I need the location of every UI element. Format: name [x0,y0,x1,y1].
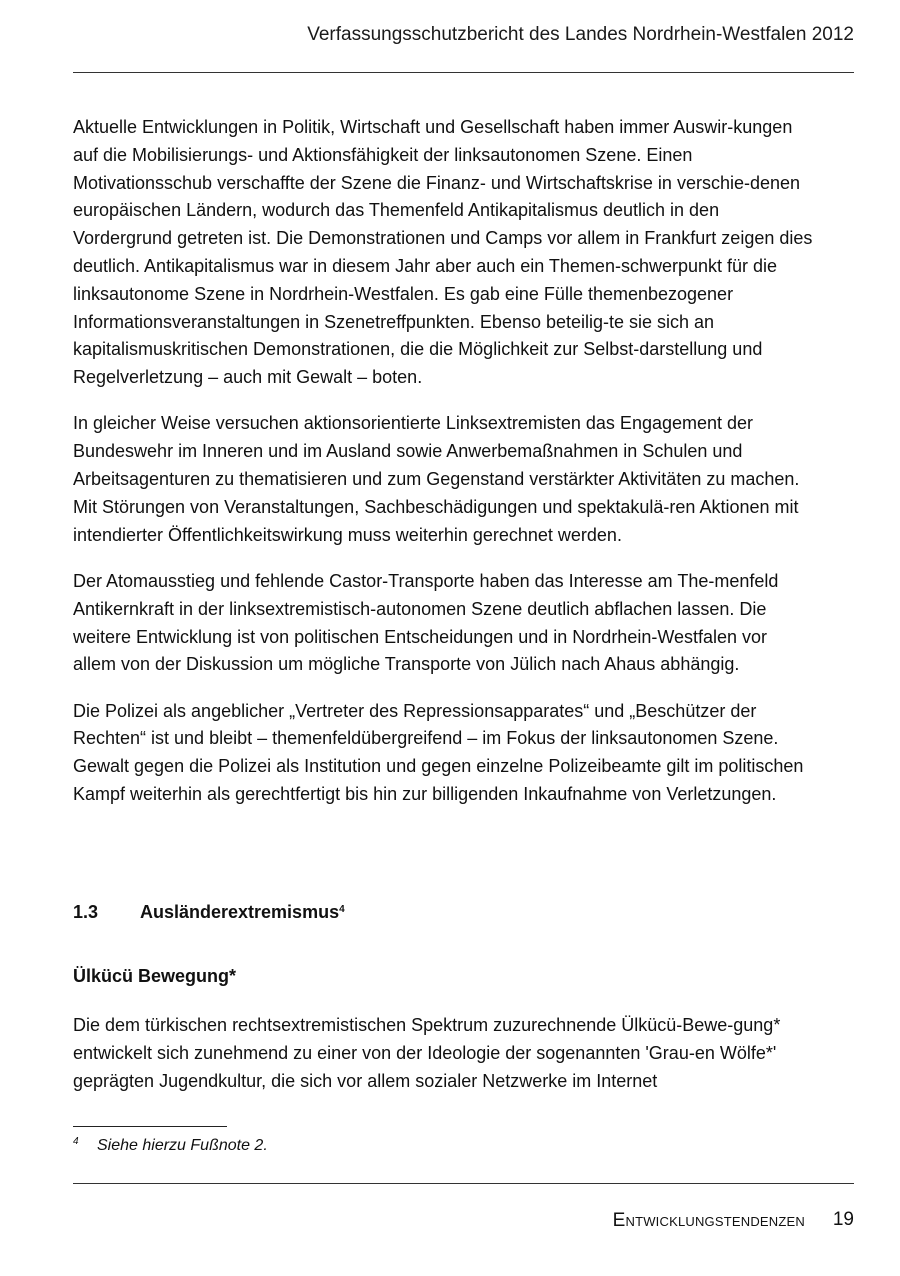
paragraph-polizei: Die Polizei als angeblicher „Vertreter des Repressionsapparates“ und „Beschützer der Rechten“ ist und bleibt – themenfeldübergreifend – im Fokus der linksautonomen Szene. Gewalt gegen die Polizei als Institution und gegen einzelne Polizeibeamte gilt im politischen Kampf weiterhin als gerechtfertigt bis hin zur billigenden Inkaufnahme von Verletzungen. [73,700,804,805]
subsection-heading: Ülkücü Bewegung* [73,966,237,986]
footnote-separator [73,1126,227,1127]
page-header-title: Verfassungsschutzbericht des Landes Nordrhein-Westfalen 2012 [307,24,854,45]
paragraph-antikernkraft: Der Atomausstieg und fehlende Castor-Transporte haben das Interesse am The-menfeld Antikernkraft in der linksextremistisch-autonomen Szene deutlich abflachen lassen. Die weitere Entwicklung ist von politischen Entscheidungen und in Nordrhein-Westfalen vor allem von der Diskussion um mögliche Transporte von Jülich nach Ahaus abhängig. [73,570,779,675]
footer-section-name: Entwicklungstendenzen [612,1210,805,1231]
footnote [73,1136,268,1155]
footer-rule [73,1183,854,1184]
footnote-reference[interactable]: 4 [339,904,345,915]
footnote-text: Siehe hierzu Fußnote 2. [97,1137,268,1154]
paragraph-anticapitalism: Aktuelle Entwicklungen in Politik, Wirtschaft und Gesellschaft haben immer Auswir-kungen auf die Mobilisierungs- und Aktionsfähigkeit der linksautonomen Szene. Einen Motivationsschub verschaffte der Szene die Finanz- und Wirtschaftskrise in verschie-denen europäischen Ländern, wodurch das Themenfeld Antikapitalismus deutlich in den Vordergrund getreten ist. Die Demonstrationen und Camps vor allem in Frankfurt zeigen dies deutlich. Antikapitalismus war in diesem Jahr aber auch ein Themen-schwerpunkt für die linksautonome Szene in Nordrhein-Westfalen. Es gab eine Fülle themenbezogener Informationsveranstaltungen in Szenetreffpunkten. Ebenso beteilig-te sie sich an kapitalismuskritischen Demonstrationen, die die Möglichkeit zur Selbst-darstellung und Regelverletzung – auch mit Gewalt – boten. [73,117,813,388]
header-rule [73,72,854,73]
paragraph-uelkuecue: Die dem türkischen rechtsextremistischen Spektrum zuzurechnende Ülkücü-Bewe-gung* entwickelt sich zunehmend zu einer von der Ideologie der sogenannten 'Grau-en Wölfe*' geprägten Jugendkultur, die sich vor allem sozialer Netzwerke im Internet [73,1015,781,1091]
paragraph-bundeswehr: In gleicher Weise versuchen aktionsorientierte Linksextremisten das Engagement der Bundeswehr im Inneren und im Ausland sowie Anwerbemaßnahmen in Schulen und Arbeitsagenturen zu thematisieren und zum Gegenstand verstärkter Aktivitäten zu machen. Mit Störungen von Veranstaltungen, Sachbeschädigungen und spektakulä-ren Aktionen mit intendierter Öffentlichkeitswirkung muss weiterhin gerechnet werden. [73,413,800,545]
footnote-number: 4 [73,1136,79,1147]
page-number: 19 [832,1209,854,1230]
section-number: 1.3 [73,902,99,922]
section-heading [73,902,345,923]
body-text [73,114,813,809]
section-title: Ausländerextremismus [140,902,340,922]
